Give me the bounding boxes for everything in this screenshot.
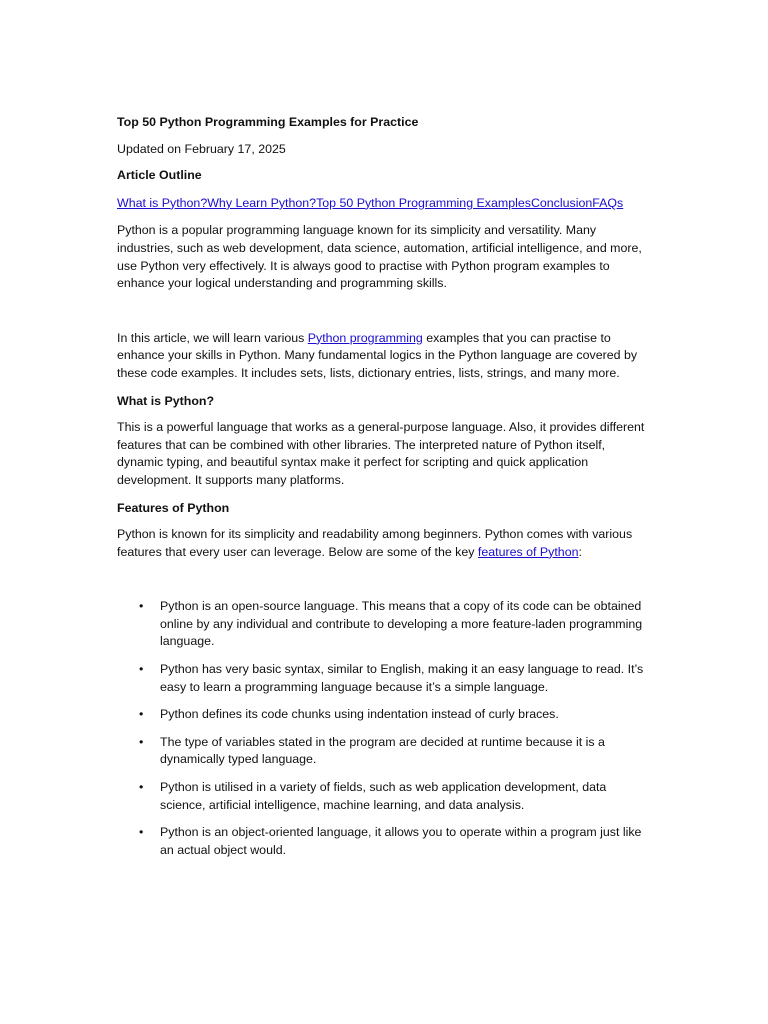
bullet-icon: • (139, 707, 144, 722)
list-item (117, 779, 653, 814)
outline-link-conclusion[interactable]: Conclusion (530, 195, 593, 210)
updated-date: Updated on February 17, 2025 (117, 141, 286, 156)
spacer (117, 571, 653, 598)
article-outline-heading: Article Outline (117, 168, 202, 183)
list-item (117, 824, 653, 859)
outline-link-faqs[interactable]: FAQs (592, 195, 624, 210)
intro-paragraph: Python is a popular programming language known for its simplicity and versatility. Many industries, such as web development, data science, automation, artificial intelligence, and more, use Python very effectively. It is always good to practise with Python program examples to enhance your logical understanding and programming skills. (117, 223, 642, 291)
outline-link-top-50-examples[interactable]: Top 50 Python Programming Examples (316, 195, 531, 210)
spacer (117, 303, 653, 330)
article (117, 114, 653, 869)
bullet-icon: • (139, 599, 144, 614)
outline-link-what-is-python[interactable]: What is Python? (117, 195, 208, 210)
list-item-text: Python is utilised in a variety of fields, such as web application development, data science, artificial intelligence, machine learning, and data analysis. (160, 780, 607, 812)
list-item (117, 706, 653, 724)
features-intro (117, 526, 653, 561)
bullet-icon: • (139, 780, 144, 795)
features-list (117, 598, 653, 859)
list-item (117, 661, 653, 696)
list-item-text: Python defines its code chunks using indentation instead of curly braces. (160, 707, 559, 722)
article-title: Top 50 Python Programming Examples for Practice (117, 115, 419, 129)
list-item-text: The type of variables stated in the program are decided at runtime because it is a dynamically typed language. (160, 734, 605, 767)
list-item-text: Python is an object-oriented language, it allows you to operate within a program just like an actual object would. (160, 825, 642, 857)
outline-link-why-learn-python[interactable]: Why Learn Python? (207, 195, 317, 210)
list-item-text: Python is an open-source language. This means that a copy of its code can be obtained online by any individual and contribute to developing a more feature-laden programming language. (160, 599, 643, 649)
bullet-icon: • (139, 734, 144, 749)
features-of-python-link[interactable]: features of Python (477, 544, 579, 559)
what-is-python-text: This is a powerful language that works as a general-purpose language. Also, it provides different features that can be combined with other libraries. The interpreted nature of Python itself, dynamic typing, and beautiful syntax make it perfect for scripting and quick application development. It supports many platforms. (117, 420, 645, 487)
features-heading: Features of Python (117, 500, 230, 515)
list-item-text: Python has very basic syntax, similar to English, making it an easy language to read. It’s easy to learn a programming language because it’s a simple language. (160, 662, 644, 694)
bullet-icon: • (139, 662, 144, 677)
features-intro-colon: : (578, 544, 582, 559)
python-programming-link[interactable]: Python programming (307, 330, 423, 345)
features-intro-text: Python is known for its simplicity and readability among beginners. Python comes with various features that every user can leverage. Below are some of the key (117, 527, 633, 559)
bullet-icon: • (139, 825, 144, 840)
what-is-python-heading: What is Python? (117, 393, 215, 408)
article-paragraph-text-end: examples that you can practise to enhance your skills in Python. Many fundamental logics in the Python language are covered by these code examples. It includes sets, lists, dictionary entries, lists, strings, and many more. (117, 330, 638, 380)
article-paragraph-text-start: In this article, we will learn various (117, 330, 308, 345)
article-paragraph (117, 330, 653, 383)
article-outline-links (117, 195, 653, 213)
list-item (117, 598, 653, 651)
list-item (117, 734, 653, 769)
